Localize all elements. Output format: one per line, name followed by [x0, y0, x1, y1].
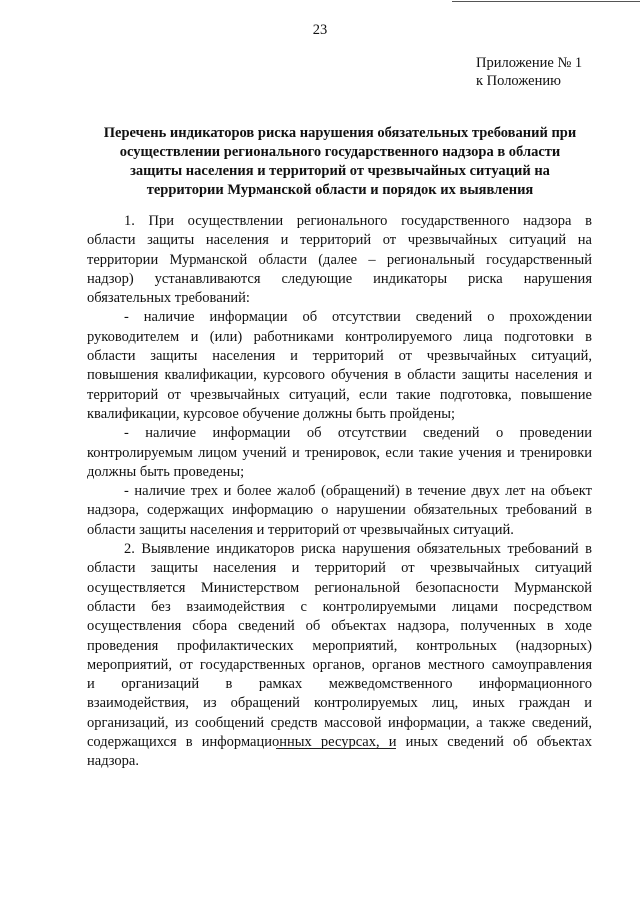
document-title: [60, 124, 620, 200]
appendix-line: Приложение № 1: [476, 55, 583, 71]
text-line: и организаций в рамках межведомственного информационного: [87, 676, 592, 693]
text-line: территорий от чрезвычайных ситуаций, если такие подготовка, повышение: [87, 386, 592, 403]
text-line: - наличие информации об отсутствии сведений о прохождении: [124, 309, 592, 326]
paragraph-3: [87, 424, 592, 482]
text-line: области защиты населения и территорий от чрезвычайных ситуаций на: [87, 232, 592, 249]
text-line: проведения профилактических мероприятий, контрольных (надзорных): [87, 637, 592, 654]
appendix-line: к Положению: [476, 73, 561, 89]
text-line: надзора.: [87, 753, 139, 770]
text-line: содержащихся в информационных ресурсах, и иных сведений об объектах: [87, 734, 592, 751]
text-line: повышения квалификации, курсового обучения в области защиты населения и: [87, 367, 592, 384]
text-line: - наличие информации об отсутствии сведений о проведении: [124, 425, 592, 442]
document-body: [87, 212, 592, 772]
paragraph-5: [87, 540, 592, 772]
appendix-note: [476, 54, 582, 90]
page-number: 23: [312, 22, 328, 38]
text-line: области защиты населения и территорий от чрезвычайных ситуаций,: [87, 348, 592, 365]
text-line: - наличие трех и более жалоб (обращений) в течение двух лет на объект: [124, 483, 592, 500]
text-line: руководителем и (или) работниками контролируемого лица подготовки в: [87, 328, 592, 345]
text-line: области без взаимодействия с контролируемыми лицами посредством: [87, 598, 592, 615]
paragraph-4: [87, 482, 592, 540]
title-line: защиты населения и территорий от чрезвычайных ситуаций на: [130, 163, 550, 179]
text-line: надзора, содержащих информацию о нарушении обязательных требований в: [87, 502, 592, 519]
text-line: организаций, из сообщений средств массовой информации, а также сведений,: [87, 714, 592, 731]
paragraph-2: [87, 308, 592, 424]
text-line: должны быть проведены;: [87, 463, 245, 480]
title-line: осуществлении регионального государственного надзора в области: [119, 144, 561, 160]
title-line: Перечень индикаторов риска нарушения обязательных требований при: [103, 125, 577, 141]
text-line: области защиты населения и территорий от чрезвычайных ситуаций.: [87, 521, 514, 538]
text-line: надзор) устанавливаются следующие индикаторы риска нарушения: [87, 270, 592, 287]
text-line: области защиты населения и территорий от чрезвычайных ситуаций: [87, 560, 592, 577]
text-line: осуществляется Министерством региональной безопасности Мурманской: [87, 579, 592, 596]
top-edge-rule: [452, 1, 640, 2]
text-line: контролируемым лицом учений и тренировок, если такие учения и тренировки: [87, 444, 592, 461]
text-line: осуществления сбора сведений об объектах надзора, полученных в ходе: [87, 618, 592, 635]
text-line: 2. Выявление индикаторов риска нарушения обязательных требований в: [124, 541, 592, 558]
closing-rule: [276, 748, 396, 749]
paragraph-1: [87, 212, 592, 308]
text-line: мероприятий, от государственных органов, органов местного самоуправления: [87, 656, 592, 673]
text-line: взаимодействия, из обращений контролируемых лиц, иных граждан и: [87, 695, 592, 712]
title-line: территории Мурманской области и порядок их выявления: [146, 182, 534, 198]
text-line: квалификации, курсовое обучение должны быть пройдены;: [87, 405, 455, 422]
text-line: 1. При осуществлении регионального государственного надзора в: [124, 213, 592, 229]
text-line: обязательных требований:: [87, 290, 250, 307]
text-line: территории Мурманской области (далее – региональный государственный: [87, 251, 592, 268]
